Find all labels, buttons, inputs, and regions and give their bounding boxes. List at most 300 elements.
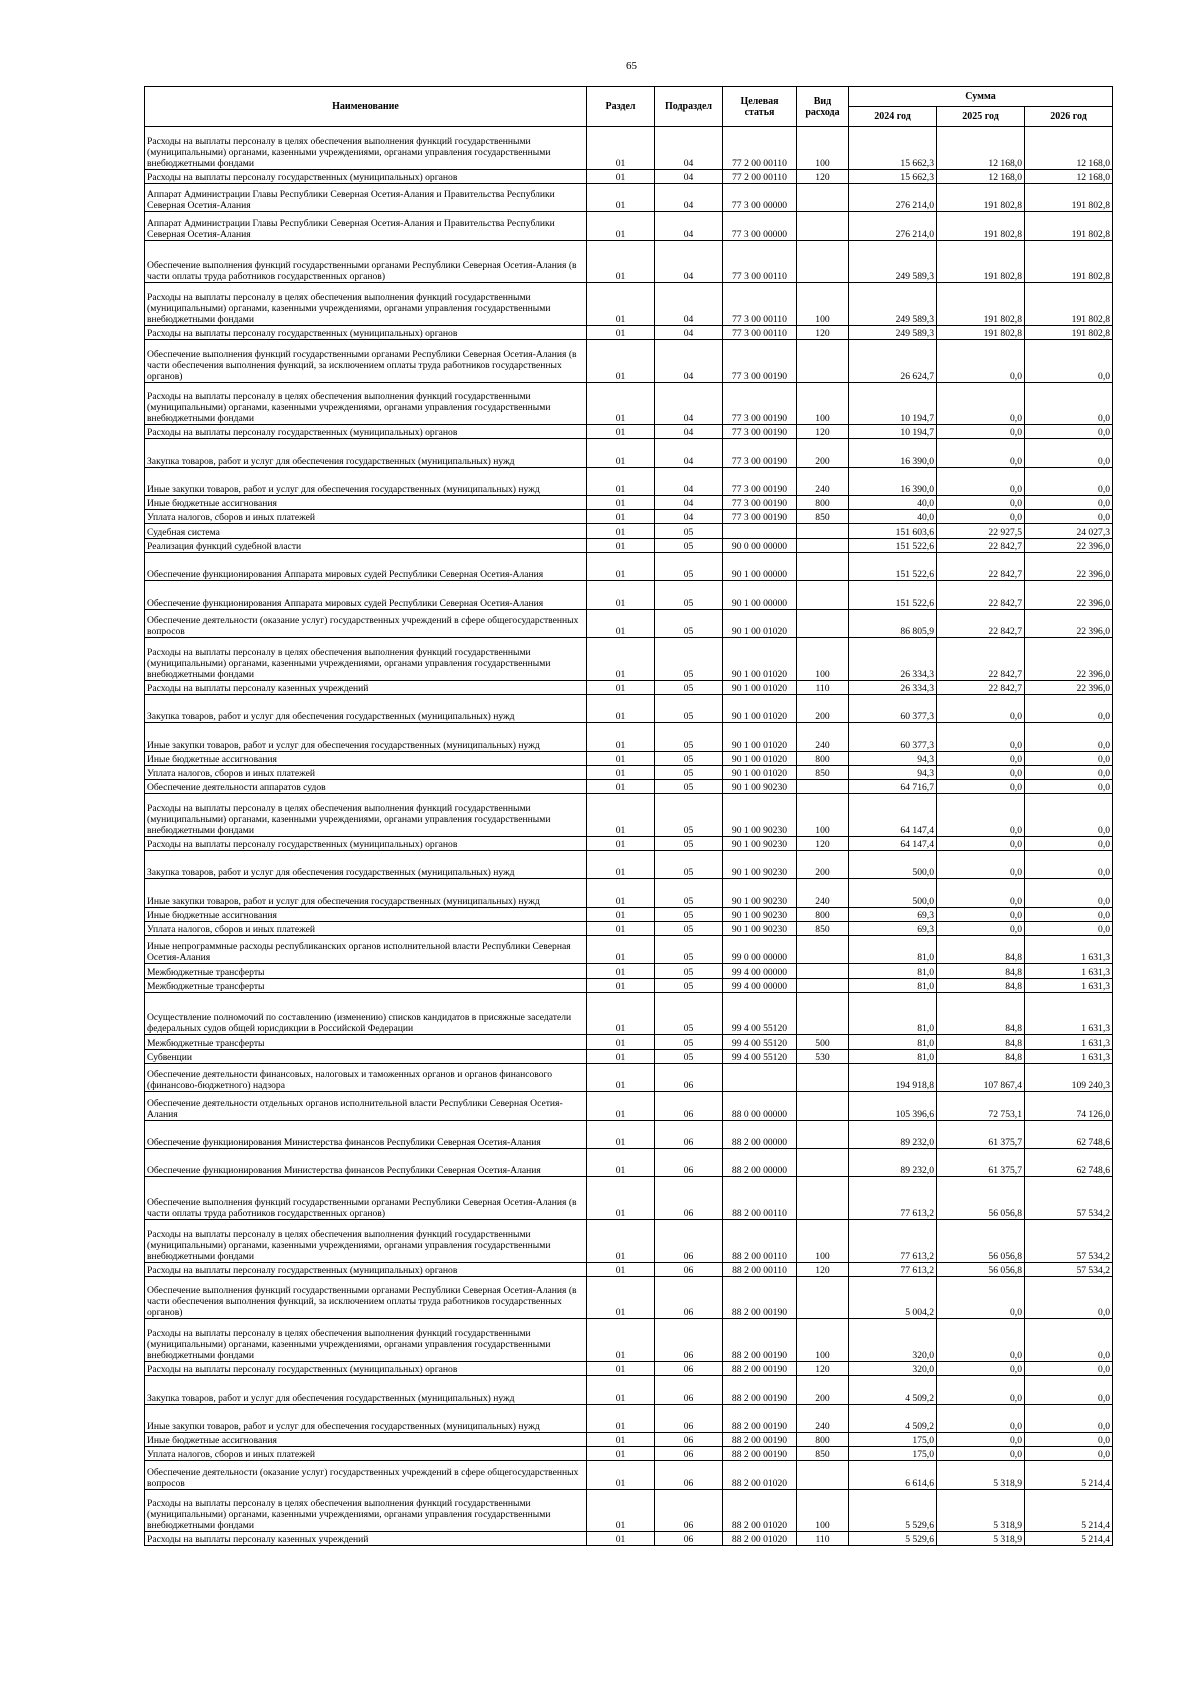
row-subsection-cell: 05 xyxy=(655,723,723,751)
row-target-article-cell: 77 3 00 00190 xyxy=(723,439,797,467)
row-subsection-cell: 04 xyxy=(655,325,723,339)
row-expense-type-cell: 850 xyxy=(797,765,849,779)
row-name-cell: Судебная система xyxy=(145,524,587,538)
row-name-cell: Закупка товаров, работ и услуг для обеспечения государственных (муниципальных) нужд xyxy=(145,439,587,467)
row-sum-2026-cell: 1 631,3 xyxy=(1025,1049,1113,1063)
row-sum-2025-cell: 84,8 xyxy=(937,964,1025,978)
row-target-article-cell: 88 2 00 00190 xyxy=(723,1276,797,1319)
table-row xyxy=(145,879,1113,907)
row-sum-2024-cell: 40,0 xyxy=(849,510,937,524)
row-sum-2025-cell: 0,0 xyxy=(937,339,1025,382)
row-expense-type-cell: 800 xyxy=(797,751,849,765)
row-name-cell: Расходы на выплаты персоналу казенных учреждений xyxy=(145,680,587,694)
row-subsection-cell: 05 xyxy=(655,694,723,722)
row-expense-type-cell: 200 xyxy=(797,1376,849,1404)
row-sum-2024-cell: 175,0 xyxy=(849,1447,937,1461)
row-sum-2024-cell: 10 194,7 xyxy=(849,382,937,425)
row-sum-2024-cell: 60 377,3 xyxy=(849,723,937,751)
header-subsection: Подраздел xyxy=(655,87,723,127)
row-subsection-cell: 05 xyxy=(655,609,723,637)
row-expense-type-cell xyxy=(797,936,849,964)
row-target-article-cell: 77 2 00 00110 xyxy=(723,127,797,170)
row-expense-type-cell xyxy=(797,339,849,382)
row-sum-2026-cell: 22 396,0 xyxy=(1025,552,1113,580)
row-sum-2024-cell: 26 334,3 xyxy=(849,680,937,694)
row-target-article-cell: 90 1 00 01020 xyxy=(723,723,797,751)
row-sum-2026-cell: 62 748,6 xyxy=(1025,1120,1113,1148)
row-section-cell: 01 xyxy=(587,978,655,992)
row-sum-2025-cell: 84,8 xyxy=(937,1049,1025,1063)
row-sum-2024-cell: 69,3 xyxy=(849,907,937,921)
row-subsection-cell: 06 xyxy=(655,1148,723,1176)
row-sum-2024-cell: 249 589,3 xyxy=(849,240,937,283)
row-name-cell: Расходы на выплаты персоналу в целях обеспечения выполнения функций государственными (муниципальными) органами, казенными учреждениями, органами управления государственными внебюджетными фондами xyxy=(145,127,587,170)
row-expense-type-cell: 100 xyxy=(797,127,849,170)
row-sum-2025-cell: 0,0 xyxy=(937,1404,1025,1432)
row-sum-2024-cell: 175,0 xyxy=(849,1432,937,1446)
row-sum-2025-cell: 0,0 xyxy=(937,879,1025,907)
table-row xyxy=(145,978,1113,992)
row-sum-2025-cell: 84,8 xyxy=(937,1035,1025,1049)
row-target-article-cell: 99 0 00 00000 xyxy=(723,936,797,964)
row-sum-2025-cell: 5 318,9 xyxy=(937,1489,1025,1532)
row-sum-2026-cell: 22 396,0 xyxy=(1025,538,1113,552)
table-row xyxy=(145,694,1113,722)
row-sum-2026-cell: 62 748,6 xyxy=(1025,1148,1113,1176)
row-expense-type-cell: 120 xyxy=(797,325,849,339)
row-sum-2026-cell: 191 802,8 xyxy=(1025,283,1113,326)
row-subsection-cell: 06 xyxy=(655,1447,723,1461)
row-subsection-cell: 05 xyxy=(655,907,723,921)
row-sum-2024-cell: 94,3 xyxy=(849,765,937,779)
table-row xyxy=(145,325,1113,339)
row-name-cell: Расходы на выплаты персоналу государственных (муниципальных) органов xyxy=(145,1361,587,1375)
row-sum-2025-cell: 0,0 xyxy=(937,836,1025,850)
row-sum-2025-cell: 72 753,1 xyxy=(937,1092,1025,1120)
row-subsection-cell: 06 xyxy=(655,1376,723,1404)
row-sum-2026-cell: 0,0 xyxy=(1025,1447,1113,1461)
row-sum-2024-cell: 6 614,6 xyxy=(849,1461,937,1489)
row-subsection-cell: 05 xyxy=(655,921,723,935)
table-row xyxy=(145,1120,1113,1148)
table-row xyxy=(145,581,1113,609)
row-section-cell: 01 xyxy=(587,538,655,552)
row-expense-type-cell xyxy=(797,183,849,211)
row-section-cell: 01 xyxy=(587,1489,655,1532)
header-year-2026: 2026 год xyxy=(1025,107,1113,127)
row-subsection-cell: 06 xyxy=(655,1461,723,1489)
row-target-article-cell: 77 3 00 00190 xyxy=(723,425,797,439)
table-row xyxy=(145,1376,1113,1404)
table-row xyxy=(145,794,1113,837)
row-subsection-cell: 05 xyxy=(655,680,723,694)
row-sum-2024-cell: 151 522,6 xyxy=(849,581,937,609)
row-section-cell: 01 xyxy=(587,936,655,964)
row-subsection-cell: 04 xyxy=(655,467,723,495)
row-target-article-cell: 99 4 00 55120 xyxy=(723,992,797,1035)
row-target-article-cell: 90 1 00 90230 xyxy=(723,836,797,850)
row-target-article-cell: 88 2 00 00190 xyxy=(723,1404,797,1432)
row-sum-2026-cell: 12 168,0 xyxy=(1025,127,1113,170)
row-name-cell: Уплата налогов, сборов и иных платежей xyxy=(145,921,587,935)
row-subsection-cell: 04 xyxy=(655,510,723,524)
row-subsection-cell: 05 xyxy=(655,552,723,580)
row-expense-type-cell: 100 xyxy=(797,794,849,837)
table-row xyxy=(145,765,1113,779)
row-expense-type-cell xyxy=(797,552,849,580)
row-expense-type-cell: 240 xyxy=(797,467,849,495)
row-target-article-cell: 88 2 00 00110 xyxy=(723,1262,797,1276)
row-name-cell: Иные закупки товаров, работ и услуг для обеспечения государственных (муниципальных) нужд xyxy=(145,1404,587,1432)
row-section-cell: 01 xyxy=(587,240,655,283)
row-sum-2026-cell: 191 802,8 xyxy=(1025,212,1113,240)
row-section-cell: 01 xyxy=(587,212,655,240)
row-name-cell: Иные бюджетные ассигнования xyxy=(145,1432,587,1446)
header-year-2025: 2025 год xyxy=(937,107,1025,127)
row-section-cell: 01 xyxy=(587,382,655,425)
row-sum-2025-cell: 56 056,8 xyxy=(937,1177,1025,1220)
row-section-cell: 01 xyxy=(587,1361,655,1375)
table-row xyxy=(145,127,1113,170)
row-expense-type-cell xyxy=(797,1148,849,1176)
row-section-cell: 01 xyxy=(587,1447,655,1461)
row-expense-type-cell: 850 xyxy=(797,1447,849,1461)
row-expense-type-cell: 240 xyxy=(797,1404,849,1432)
table-row xyxy=(145,467,1113,495)
row-target-article-cell: 88 0 00 00000 xyxy=(723,1092,797,1120)
row-subsection-cell: 04 xyxy=(655,127,723,170)
row-sum-2026-cell: 22 396,0 xyxy=(1025,581,1113,609)
row-sum-2026-cell: 24 027,3 xyxy=(1025,524,1113,538)
row-expense-type-cell: 120 xyxy=(797,1361,849,1375)
row-sum-2026-cell: 0,0 xyxy=(1025,439,1113,467)
row-sum-2026-cell: 0,0 xyxy=(1025,1361,1113,1375)
row-target-article-cell: 77 3 00 00110 xyxy=(723,283,797,326)
row-sum-2025-cell: 0,0 xyxy=(937,765,1025,779)
row-name-cell: Аппарат Администрации Главы Республики Северная Осетия-Алания и Правительства Республики Северная Осетия-Алания xyxy=(145,212,587,240)
row-subsection-cell: 06 xyxy=(655,1361,723,1375)
row-subsection-cell: 06 xyxy=(655,1404,723,1432)
row-expense-type-cell: 100 xyxy=(797,1319,849,1362)
row-section-cell: 01 xyxy=(587,127,655,170)
header-expense-type: Вид расхода xyxy=(797,87,849,127)
row-sum-2026-cell: 0,0 xyxy=(1025,794,1113,837)
row-sum-2024-cell: 151 522,6 xyxy=(849,538,937,552)
row-subsection-cell: 04 xyxy=(655,183,723,211)
row-sum-2024-cell: 26 334,3 xyxy=(849,638,937,681)
row-sum-2026-cell: 0,0 xyxy=(1025,836,1113,850)
row-sum-2025-cell: 61 375,7 xyxy=(937,1148,1025,1176)
row-sum-2024-cell: 77 613,2 xyxy=(849,1219,937,1262)
row-sum-2025-cell: 0,0 xyxy=(937,907,1025,921)
table-body xyxy=(145,127,1113,1546)
row-sum-2026-cell: 5 214,4 xyxy=(1025,1532,1113,1546)
row-sum-2024-cell: 10 194,7 xyxy=(849,425,937,439)
row-expense-type-cell: 120 xyxy=(797,425,849,439)
row-target-article-cell: 90 0 00 00000 xyxy=(723,538,797,552)
row-name-cell: Расходы на выплаты персоналу в целях обеспечения выполнения функций государственными (муниципальными) органами, казенными учреждениями, органами управления государственными внебюджетными фондами xyxy=(145,1219,587,1262)
page-number: 65 xyxy=(626,60,637,72)
row-sum-2025-cell: 22 927,5 xyxy=(937,524,1025,538)
row-target-article-cell: 88 2 00 00000 xyxy=(723,1120,797,1148)
row-sum-2025-cell: 107 867,4 xyxy=(937,1063,1025,1091)
row-section-cell: 01 xyxy=(587,467,655,495)
row-subsection-cell: 05 xyxy=(655,936,723,964)
row-target-article-cell: 99 4 00 55120 xyxy=(723,1035,797,1049)
row-sum-2025-cell: 191 802,8 xyxy=(937,283,1025,326)
table-row xyxy=(145,382,1113,425)
row-sum-2025-cell: 0,0 xyxy=(937,921,1025,935)
row-section-cell: 01 xyxy=(587,1177,655,1220)
row-name-cell: Реализация функций судебной власти xyxy=(145,538,587,552)
row-target-article-cell: 77 2 00 00110 xyxy=(723,169,797,183)
row-subsection-cell: 06 xyxy=(655,1532,723,1546)
row-sum-2026-cell: 191 802,8 xyxy=(1025,325,1113,339)
row-subsection-cell: 04 xyxy=(655,212,723,240)
row-sum-2024-cell: 276 214,0 xyxy=(849,212,937,240)
row-section-cell: 01 xyxy=(587,765,655,779)
row-expense-type-cell: 110 xyxy=(797,680,849,694)
row-expense-type-cell xyxy=(797,581,849,609)
row-name-cell: Расходы на выплаты персоналу в целях обеспечения выполнения функций государственными (муниципальными) органами, казенными учреждениями, органами управления государственными внебюджетными фондами xyxy=(145,382,587,425)
row-sum-2024-cell: 5 004,2 xyxy=(849,1276,937,1319)
row-name-cell: Иные бюджетные ассигнования xyxy=(145,496,587,510)
table-row xyxy=(145,240,1113,283)
row-expense-type-cell: 110 xyxy=(797,1532,849,1546)
row-sum-2024-cell: 500,0 xyxy=(849,879,937,907)
table-row xyxy=(145,907,1113,921)
row-target-article-cell: 90 1 00 00000 xyxy=(723,552,797,580)
row-sum-2025-cell: 0,0 xyxy=(937,779,1025,793)
row-target-article-cell: 88 2 00 00110 xyxy=(723,1219,797,1262)
row-sum-2026-cell: 0,0 xyxy=(1025,879,1113,907)
row-sum-2024-cell: 105 396,6 xyxy=(849,1092,937,1120)
table-row xyxy=(145,921,1113,935)
row-target-article-cell: 90 1 00 01020 xyxy=(723,680,797,694)
row-name-cell: Субвенции xyxy=(145,1049,587,1063)
row-sum-2025-cell: 22 842,7 xyxy=(937,638,1025,681)
table-row xyxy=(145,1461,1113,1489)
row-sum-2025-cell: 0,0 xyxy=(937,1361,1025,1375)
row-sum-2025-cell: 0,0 xyxy=(937,382,1025,425)
row-sum-2026-cell: 57 534,2 xyxy=(1025,1177,1113,1220)
row-name-cell: Уплата налогов, сборов и иных платежей xyxy=(145,765,587,779)
row-section-cell: 01 xyxy=(587,169,655,183)
row-sum-2024-cell: 64 147,4 xyxy=(849,836,937,850)
row-sum-2024-cell: 249 589,3 xyxy=(849,283,937,326)
row-name-cell: Расходы на выплаты персоналу в целях обеспечения выполнения функций государственными (муниципальными) органами, казенными учреждениями, органами управления государственными внебюджетными фондами xyxy=(145,1489,587,1532)
row-subsection-cell: 05 xyxy=(655,850,723,878)
row-expense-type-cell: 500 xyxy=(797,1035,849,1049)
header-section: Раздел xyxy=(587,87,655,127)
row-sum-2024-cell: 81,0 xyxy=(849,1049,937,1063)
row-target-article-cell: 77 3 00 00190 xyxy=(723,339,797,382)
table-row xyxy=(145,283,1113,326)
row-sum-2024-cell: 77 613,2 xyxy=(849,1262,937,1276)
row-name-cell: Расходы на выплаты персоналу государственных (муниципальных) органов xyxy=(145,836,587,850)
row-target-article-cell: 99 4 00 00000 xyxy=(723,964,797,978)
row-expense-type-cell: 240 xyxy=(797,879,849,907)
row-section-cell: 01 xyxy=(587,694,655,722)
row-section-cell: 01 xyxy=(587,1035,655,1049)
row-target-article-cell: 88 2 00 00110 xyxy=(723,1177,797,1220)
row-sum-2025-cell: 5 318,9 xyxy=(937,1461,1025,1489)
row-target-article-cell: 77 3 00 00190 xyxy=(723,510,797,524)
row-sum-2024-cell: 151 603,6 xyxy=(849,524,937,538)
row-sum-2024-cell: 151 522,6 xyxy=(849,552,937,580)
table-row xyxy=(145,638,1113,681)
table-row xyxy=(145,1361,1113,1375)
row-sum-2024-cell: 320,0 xyxy=(849,1319,937,1362)
row-sum-2025-cell: 0,0 xyxy=(937,1319,1025,1362)
row-expense-type-cell: 800 xyxy=(797,496,849,510)
table-row xyxy=(145,538,1113,552)
table-row xyxy=(145,751,1113,765)
row-sum-2024-cell: 60 377,3 xyxy=(849,694,937,722)
row-sum-2024-cell: 40,0 xyxy=(849,496,937,510)
row-sum-2026-cell: 12 168,0 xyxy=(1025,169,1113,183)
row-sum-2025-cell: 0,0 xyxy=(937,467,1025,495)
row-sum-2026-cell: 1 631,3 xyxy=(1025,964,1113,978)
table-row xyxy=(145,1035,1113,1049)
row-expense-type-cell: 800 xyxy=(797,1432,849,1446)
row-section-cell: 01 xyxy=(587,1148,655,1176)
table-row xyxy=(145,496,1113,510)
table-row xyxy=(145,1404,1113,1432)
row-name-cell: Расходы на выплаты персоналу государственных (муниципальных) органов xyxy=(145,1262,587,1276)
row-section-cell: 01 xyxy=(587,1120,655,1148)
row-target-article-cell: 90 1 00 90230 xyxy=(723,921,797,935)
row-target-article-cell: 90 1 00 01020 xyxy=(723,751,797,765)
row-target-article-cell: 88 2 00 00190 xyxy=(723,1319,797,1362)
row-sum-2026-cell: 5 214,4 xyxy=(1025,1489,1113,1532)
row-section-cell: 01 xyxy=(587,836,655,850)
table-row xyxy=(145,1262,1113,1276)
row-sum-2025-cell: 84,8 xyxy=(937,936,1025,964)
row-expense-type-cell xyxy=(797,1276,849,1319)
row-name-cell: Уплата налогов, сборов и иных платежей xyxy=(145,510,587,524)
row-name-cell: Расходы на выплаты персоналу государственных (муниципальных) органов xyxy=(145,169,587,183)
row-sum-2025-cell: 12 168,0 xyxy=(937,169,1025,183)
row-section-cell: 01 xyxy=(587,992,655,1035)
row-sum-2026-cell: 191 802,8 xyxy=(1025,240,1113,283)
table-row xyxy=(145,964,1113,978)
table-row xyxy=(145,1148,1113,1176)
row-section-cell: 01 xyxy=(587,1432,655,1446)
row-sum-2025-cell: 191 802,8 xyxy=(937,240,1025,283)
row-sum-2026-cell: 0,0 xyxy=(1025,921,1113,935)
row-subsection-cell: 05 xyxy=(655,794,723,837)
row-expense-type-cell: 120 xyxy=(797,836,849,850)
row-target-article-cell: 88 2 00 01020 xyxy=(723,1489,797,1532)
table-row xyxy=(145,1063,1113,1091)
row-expense-type-cell xyxy=(797,212,849,240)
row-name-cell: Обеспечение функционирования Аппарата мировых судей Республики Северная Осетия-Алания xyxy=(145,552,587,580)
row-target-article-cell: 77 3 00 00000 xyxy=(723,183,797,211)
row-section-cell: 01 xyxy=(587,1404,655,1432)
row-section-cell: 01 xyxy=(587,779,655,793)
row-sum-2025-cell: 0,0 xyxy=(937,694,1025,722)
row-sum-2026-cell: 22 396,0 xyxy=(1025,638,1113,681)
row-target-article-cell: 99 4 00 00000 xyxy=(723,978,797,992)
row-section-cell: 01 xyxy=(587,1532,655,1546)
row-sum-2024-cell: 81,0 xyxy=(849,964,937,978)
table-row xyxy=(145,1432,1113,1446)
row-expense-type-cell xyxy=(797,524,849,538)
row-subsection-cell: 04 xyxy=(655,425,723,439)
row-section-cell: 01 xyxy=(587,1049,655,1063)
row-section-cell: 01 xyxy=(587,921,655,935)
row-sum-2026-cell: 191 802,8 xyxy=(1025,183,1113,211)
header-sum: Сумма xyxy=(849,87,1113,107)
row-sum-2025-cell: 12 168,0 xyxy=(937,127,1025,170)
row-sum-2024-cell: 81,0 xyxy=(849,936,937,964)
row-sum-2026-cell: 0,0 xyxy=(1025,382,1113,425)
row-section-cell: 01 xyxy=(587,609,655,637)
row-expense-type-cell: 120 xyxy=(797,1262,849,1276)
row-expense-type-cell: 100 xyxy=(797,283,849,326)
row-sum-2024-cell: 64 147,4 xyxy=(849,794,937,837)
row-target-article-cell: 88 2 00 00000 xyxy=(723,1148,797,1176)
row-subsection-cell: 05 xyxy=(655,978,723,992)
row-sum-2025-cell: 22 842,7 xyxy=(937,680,1025,694)
row-target-article-cell: 90 1 00 00000 xyxy=(723,581,797,609)
row-sum-2025-cell: 0,0 xyxy=(937,439,1025,467)
row-sum-2026-cell: 0,0 xyxy=(1025,467,1113,495)
header-target-article: Целевая статья xyxy=(723,87,797,127)
row-subsection-cell: 04 xyxy=(655,283,723,326)
row-name-cell: Межбюджетные трансферты xyxy=(145,978,587,992)
table-row xyxy=(145,1177,1113,1220)
row-sum-2024-cell: 94,3 xyxy=(849,751,937,765)
row-sum-2025-cell: 5 318,9 xyxy=(937,1532,1025,1546)
row-subsection-cell: 04 xyxy=(655,339,723,382)
row-name-cell: Иные закупки товаров, работ и услуг для обеспечения государственных (муниципальных) нужд xyxy=(145,467,587,495)
row-sum-2024-cell: 500,0 xyxy=(849,850,937,878)
row-subsection-cell: 06 xyxy=(655,1262,723,1276)
row-subsection-cell: 06 xyxy=(655,1276,723,1319)
row-name-cell: Обеспечение деятельности (оказание услуг) государственных учреждений в сфере общегосударственных вопросов xyxy=(145,609,587,637)
row-sum-2026-cell: 57 534,2 xyxy=(1025,1262,1113,1276)
row-section-cell: 01 xyxy=(587,524,655,538)
row-sum-2025-cell: 0,0 xyxy=(937,1447,1025,1461)
row-sum-2026-cell: 22 396,0 xyxy=(1025,609,1113,637)
table-row xyxy=(145,339,1113,382)
row-section-cell: 01 xyxy=(587,1376,655,1404)
row-sum-2026-cell: 22 396,0 xyxy=(1025,680,1113,694)
row-name-cell: Закупка товаров, работ и услуг для обеспечения государственных (муниципальных) нужд xyxy=(145,1376,587,1404)
row-sum-2026-cell: 0,0 xyxy=(1025,510,1113,524)
row-name-cell: Закупка товаров, работ и услуг для обеспечения государственных (муниципальных) нужд xyxy=(145,850,587,878)
row-target-article-cell: 88 2 00 00190 xyxy=(723,1361,797,1375)
row-name-cell: Обеспечение выполнения функций государственными органами Республики Северная Осетия-Алания (в части обеспечения выполнения функций, за исключением оплаты труда работников государственных органов) xyxy=(145,1276,587,1319)
row-sum-2025-cell: 0,0 xyxy=(937,794,1025,837)
row-sum-2026-cell: 0,0 xyxy=(1025,765,1113,779)
row-subsection-cell: 05 xyxy=(655,751,723,765)
row-section-cell: 01 xyxy=(587,680,655,694)
row-target-article-cell: 90 1 00 01020 xyxy=(723,694,797,722)
row-target-article-cell: 88 2 00 00190 xyxy=(723,1447,797,1461)
row-section-cell: 01 xyxy=(587,283,655,326)
row-subsection-cell: 05 xyxy=(655,779,723,793)
row-expense-type-cell xyxy=(797,240,849,283)
row-expense-type-cell: 200 xyxy=(797,439,849,467)
row-sum-2026-cell: 0,0 xyxy=(1025,1276,1113,1319)
row-sum-2026-cell: 0,0 xyxy=(1025,496,1113,510)
row-sum-2026-cell: 0,0 xyxy=(1025,1376,1113,1404)
row-target-article-cell: 90 1 00 90230 xyxy=(723,907,797,921)
row-section-cell: 01 xyxy=(587,638,655,681)
